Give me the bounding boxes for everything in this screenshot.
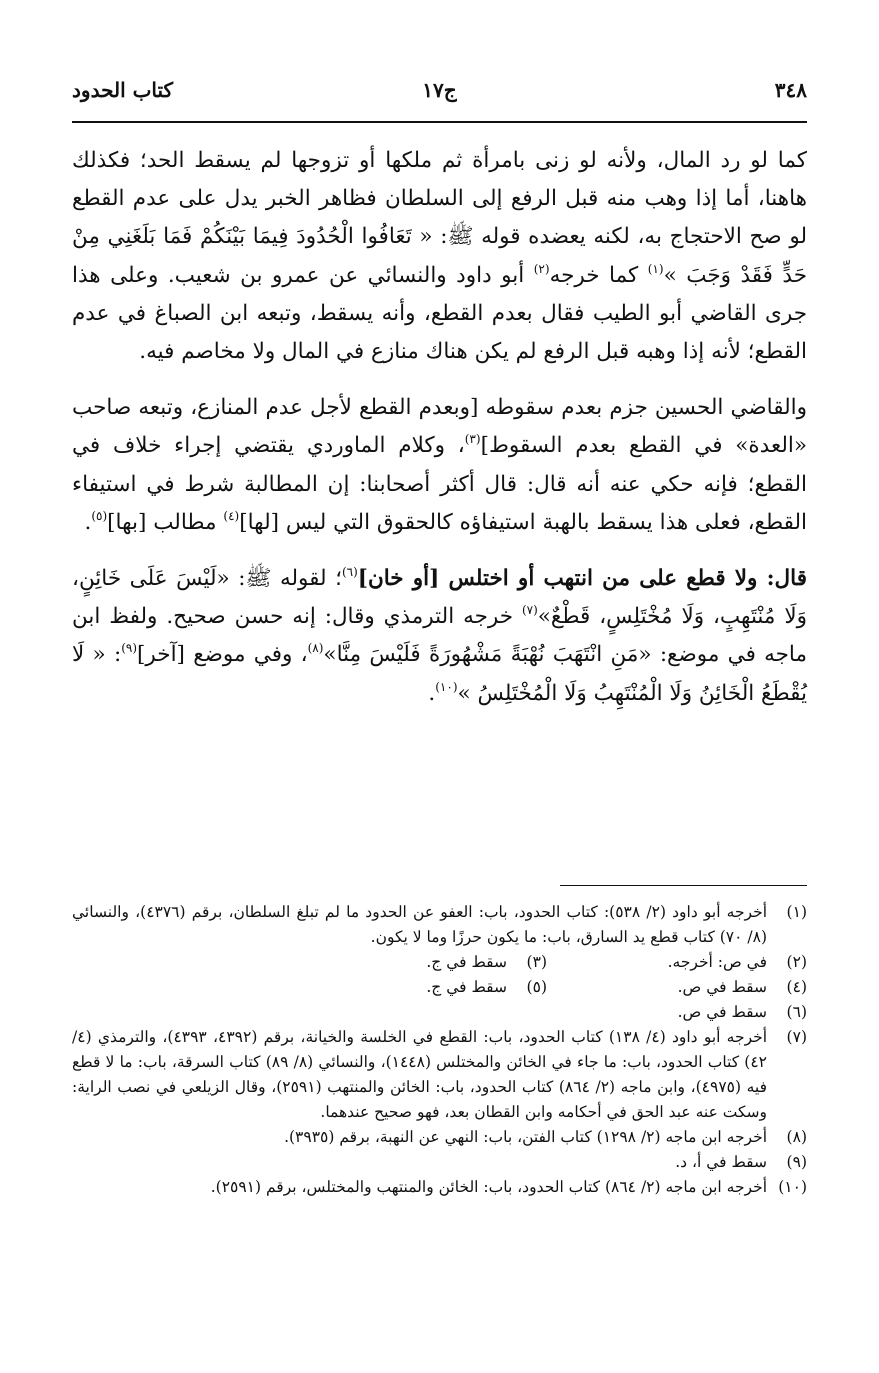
paragraph-3-text: ، وفي موضع [آخر]	[137, 642, 308, 668]
footnote-ref-2[interactable]: (٢)	[533, 261, 550, 276]
footnote-text: سقط في ج.	[426, 953, 507, 971]
footnote-text: سقط في أ، د.	[675, 1153, 767, 1171]
paragraph-1-text: أبو داود والنسائي عن عمرو بن شعيب. وعلى هذا جرى القاضي أبو الطيب فقال بعدم القطع، وأنه يسقط، وتبعه ابن الصباغ في عدم القطع؛ لأنه إذا وهبه قبل الرفع لم يكن هناك منازع في المال ولا مخاصم فيه.	[72, 262, 807, 365]
footnote-number: (٧)	[786, 1028, 807, 1046]
footnote-number: (٥)	[526, 978, 547, 996]
paragraph-2	[72, 389, 807, 542]
paragraph-3-text: خرجه الترمذي وقال: إنه حسن صحيح. ولفظ ابن ماجه في موضع: «مَنِ انْتَهَبَ نُهْبَةً مَشْهُورَةً فَلَيْسَ مِنَّا»	[72, 604, 807, 668]
paragraph-2-text: .	[84, 509, 92, 535]
footnote-ref-4[interactable]: (٤)	[223, 508, 240, 523]
footnote-ref-10[interactable]: (١٠)	[435, 679, 458, 694]
footnote-7	[72, 1025, 807, 1125]
footnote-number: (١)	[786, 903, 807, 921]
footnote-ref-3[interactable]: (٣)	[464, 432, 481, 447]
footnote-ref-7[interactable]: (٧)	[521, 603, 538, 618]
matn-lead: قال: ولا قطع على من انتهب أو اختلس [أو خان]	[357, 566, 808, 592]
footnote-rule	[560, 885, 807, 886]
footnote-ref-1[interactable]: (١)	[647, 261, 664, 276]
footnote-6	[72, 1000, 807, 1025]
paragraph-2-text: مطالب [بها]	[107, 509, 224, 535]
footnote-text: سقط في ج.	[426, 978, 507, 996]
paragraph-2-text: والقاضي الحسين جزم بعدم سقوطه [وبعدم القطع لأجل عدم المنازع، وتبعه صاحب «العدة» في القطع بعدم السقوط]	[72, 395, 807, 459]
footnote-number: (٣)	[526, 953, 547, 971]
footnote-number: (٩)	[786, 1153, 807, 1171]
footnote-9	[72, 1150, 807, 1175]
footnote-number: (١٠)	[778, 1178, 807, 1196]
footnote-text: سقط في ص.	[677, 1003, 767, 1021]
paragraph-3-text: .	[428, 680, 436, 706]
footnote-2	[547, 950, 807, 975]
footnote-8	[72, 1125, 807, 1150]
footnote-number: (٤)	[786, 978, 807, 996]
footnote-row	[72, 975, 807, 1000]
paragraph-1	[72, 142, 807, 371]
footnote-ref-6[interactable]: (٦)	[341, 565, 358, 580]
paragraph-3-text: : « لَا يُقْطَعُ الْخَائِنُ وَلَا الْمُنْتَهِبُ وَلَا الْمُخْتَلِسُ »	[72, 642, 807, 706]
footnote-text: أخرجه أبو داود (٤/ ١٣٨) كتاب الحدود، باب: القطع في الخلسة والخيانة، برقم (٤٣٩٢، ٤٣٩٣)، والترمذي (٤/ ٤٢) كتاب الحدود، باب: ما جاء في الخائن والمختلس (١٤٤٨)، والنسائي (٨/ ٨٩) كتاب السرقة، باب: ما لا قطع فيه (٤٩٧٥)، وابن ماجه (٢/ ٨٦٤) كتاب الحدود، باب: الخائن والمنتهب (٢٥٩١)، وقال الزيلعي في نصب الراية: وسكت عنه عبد الحق في أحكامه وابن القطان بعد، فهو صحيح عندهما.	[72, 1028, 768, 1121]
footnote-1	[72, 900, 807, 950]
footnote-4	[547, 975, 807, 1000]
footnote-text: أخرجه أبو داود (٢/ ٥٣٨): كتاب الحدود، باب: العفو عن الحدود ما لم تبلغ السلطان، برقم (٤٣٧٦)، والنسائي (٨/ ٧٠) كتاب قطع يد السارق، باب: ما يكون حرزًا وما لا يكون.	[72, 903, 767, 946]
footnote-3	[287, 950, 547, 975]
footnote-ref-9[interactable]: (٩)	[121, 641, 138, 656]
book-title: كتاب الحدود	[72, 78, 174, 102]
paragraph-2-text: ، وكلام الماوردي يقتضي إجراء خلاف في القطع؛ فإنه حكي عنه أنه قال: قال أكثر أصحابنا: إن المطالبة شرط في استيفاء القطع، فعلى هذا يسقط بالهبة استيفاؤه كالحقوق التي ليس [لها]	[72, 433, 807, 535]
footnote-row	[72, 950, 807, 975]
footnote-number: (٦)	[786, 1003, 807, 1021]
footnotes	[72, 900, 807, 1200]
volume-label: ج١٧	[422, 78, 457, 102]
paragraph-3-text: ؛ لقوله ﷺ: «لَيْسَ عَلَى خَائِنٍ، وَلَا مُنْتَهِبٍ، وَلَا مُخْتَلِسٍ، قَطْعٌ»	[72, 566, 807, 630]
footnote-number: (٢)	[786, 953, 807, 971]
header-rule	[72, 121, 807, 123]
footnote-text: سقط في ص.	[677, 978, 767, 996]
footnote-10	[72, 1175, 807, 1200]
footnote-5	[287, 975, 547, 1000]
footnote-text: أخرجه ابن ماجه (٢/ ١٢٩٨) كتاب الفتن، باب: النهي عن النهبة، برقم (٣٩٣٥).	[284, 1128, 767, 1146]
page-number: ٣٤٨	[774, 78, 807, 102]
footnote-number: (٨)	[786, 1128, 807, 1146]
main-text	[72, 142, 807, 713]
footnote-ref-8[interactable]: (٨)	[307, 641, 324, 656]
footnote-text: أخرجه ابن ماجه (٢/ ٨٦٤) كتاب الحدود، باب: الخائن والمنتهب والمختلس، برقم (٢٥٩١).	[210, 1178, 767, 1196]
footnote-ref-5[interactable]: (٥)	[91, 508, 108, 523]
running-header	[72, 76, 807, 106]
paragraph-1-text: كما خرجه	[549, 262, 648, 288]
paragraph-1-text: كما لو رد المال، ولأنه لو زنى بامرأة ثم ملكها أو تزوجها لم يسقط الحد؛ فكذلك هاهنا، أما إذا وهب منه قبل الرفع إلى السلطان فظاهر الخبر يدل على عدم القطع لو صح الاحتجاج به، لكنه يعضده قوله ﷺ: « تَعَافُوا الْحُدُودَ فِيمَا بَيْنَكُمْ فَمَا بَلَغَنِي مِنْ حَدٍّ فَقَدْ وَجَبَ »	[72, 148, 807, 288]
footnote-text: في ص: أخرجه.	[667, 953, 767, 971]
paragraph-3	[72, 560, 807, 713]
